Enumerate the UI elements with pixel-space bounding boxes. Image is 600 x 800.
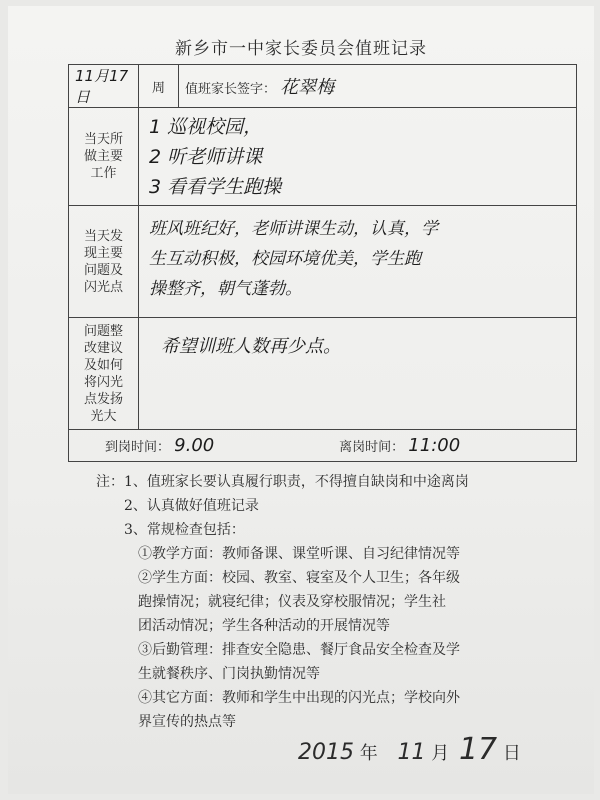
note-line: ①教学方面：教师备课、课堂听课、自习纪律情况等 xyxy=(96,546,460,562)
month-unit: 月 xyxy=(431,743,450,764)
signer-label: 值班家长签字： xyxy=(185,82,277,97)
note-line: ③后勤管理：排查安全隐患、餐厅食品安全检查及学 xyxy=(96,642,460,658)
note-line: 界宣传的热点等 xyxy=(96,714,236,730)
note-line: 生就餐秩序、门岗执勤情况等 xyxy=(96,666,320,682)
handwritten-line: 班风班纪好，老师讲课生动，认真，学 xyxy=(149,219,438,239)
leave-time xyxy=(299,435,460,456)
date-handwritten: 11月17日 xyxy=(75,67,129,106)
arrive-label: 到岗时间： xyxy=(105,440,171,455)
suggestions-content xyxy=(139,318,577,430)
signature-date xyxy=(298,732,521,767)
row-label-main-work: 当天所 做主要 工作 xyxy=(69,108,139,206)
note-line: 2、认真做好值班记录 xyxy=(96,498,259,514)
handwritten-line: 1 巡视校园， xyxy=(149,116,263,138)
row-label-suggestions: 问题整 改建议 及如何 将闪光 点发扬 光大 xyxy=(69,318,139,430)
findings-content xyxy=(139,206,577,318)
note-line: 团活动情况；学生各种活动的开展情况等 xyxy=(96,618,390,634)
leave-label: 离岗时间： xyxy=(339,440,405,455)
times-cell xyxy=(69,430,577,462)
main-work-content xyxy=(139,108,577,206)
row-findings xyxy=(69,206,577,318)
leave-time-handwritten: 11:00 xyxy=(408,435,461,456)
date-day: 17 xyxy=(458,732,498,767)
note-line: ②学生方面：校园、教室、寝室及个人卫生；各年级 xyxy=(96,570,460,586)
arrive-time-handwritten: 9.00 xyxy=(174,435,215,456)
handwritten-line: 3 看看学生跑操 xyxy=(149,176,282,198)
paper-sheet xyxy=(8,6,594,794)
date-month: 11 xyxy=(397,740,426,765)
handwritten-line: 希望训班人数再少点。 xyxy=(161,336,341,357)
notes-section xyxy=(96,470,469,734)
date-year: 2015 xyxy=(298,740,354,765)
handwritten-line: 2 听老师讲课 xyxy=(149,146,263,168)
year-unit: 年 xyxy=(359,743,378,764)
note-line: ④其它方面：教师和学生中出现的闪光点；学校向外 xyxy=(96,690,460,706)
row-label-findings: 当天发 现主要 问题及 闪光点 xyxy=(69,206,139,318)
note-line: 注：1、值班家长要认真履行职责，不得擅自缺岗和中途离岗 xyxy=(96,474,469,490)
note-line: 跑操情况；就寝纪律；仪表及穿校服情况；学生社 xyxy=(96,594,446,610)
weekday-label: 周 xyxy=(151,80,165,96)
handwritten-line: 生互动积极，校园环境优美，学生跑 xyxy=(149,249,421,269)
duty-record-table xyxy=(68,64,577,462)
arrive-time xyxy=(69,435,295,456)
header-row xyxy=(69,65,577,108)
row-times xyxy=(69,430,577,462)
row-suggestions xyxy=(69,318,577,430)
signer-signature: 花翠梅 xyxy=(280,77,335,98)
day-unit: 日 xyxy=(502,743,521,764)
form-title: 新乡市一中家长委员会值班记录 xyxy=(175,39,427,59)
row-main-work xyxy=(69,108,577,206)
handwritten-line: 操整齐，朝气蓬勃。 xyxy=(149,279,302,299)
note-line: 3、常规检查包括： xyxy=(96,522,245,538)
